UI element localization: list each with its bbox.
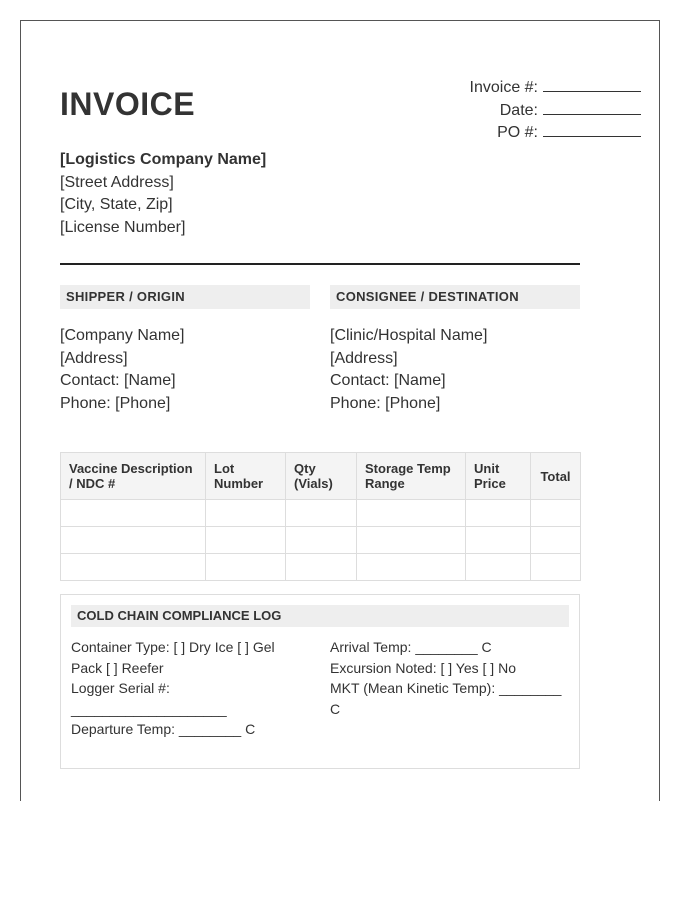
line-items-table bbox=[60, 452, 581, 581]
table-cell[interactable] bbox=[531, 527, 581, 554]
table-cell[interactable] bbox=[286, 527, 357, 554]
shipper-company: [Company Name] bbox=[60, 327, 185, 344]
date-row bbox=[470, 100, 641, 123]
cold-chain-log bbox=[60, 594, 580, 769]
table-cell[interactable] bbox=[357, 527, 466, 554]
date-blank[interactable] bbox=[543, 100, 641, 115]
consignee-clinic: [Clinic/Hospital Name] bbox=[330, 327, 488, 344]
company-info bbox=[60, 149, 266, 239]
table-cell[interactable] bbox=[357, 554, 466, 581]
table-header-row bbox=[61, 453, 581, 500]
col-header-storage: Storage Temp Range bbox=[357, 453, 466, 500]
table-cell[interactable] bbox=[206, 500, 286, 527]
shipper-details bbox=[60, 325, 310, 415]
consignee-phone: Phone: [Phone] bbox=[330, 394, 441, 412]
col-header-total: Total bbox=[531, 453, 581, 500]
table-cell[interactable] bbox=[466, 500, 531, 527]
company-name: [Logistics Company Name] bbox=[60, 151, 267, 168]
po-number-label: PO #: bbox=[497, 124, 538, 141]
consignee-heading: CONSIGNEE / DESTINATION bbox=[330, 285, 580, 309]
table-cell[interactable] bbox=[531, 554, 581, 581]
invoice-number-row bbox=[470, 77, 641, 100]
table-row bbox=[61, 527, 581, 554]
table-row bbox=[61, 554, 581, 581]
invoice-number-blank[interactable] bbox=[543, 77, 641, 92]
table-cell[interactable] bbox=[61, 500, 206, 527]
table-cell[interactable] bbox=[61, 554, 206, 581]
shipper-phone: Phone: [Phone] bbox=[60, 394, 171, 412]
header-divider bbox=[60, 263, 580, 265]
po-number-blank[interactable] bbox=[543, 122, 641, 137]
table-cell[interactable] bbox=[286, 554, 357, 581]
cold-chain-right-column bbox=[330, 637, 575, 719]
table-cell[interactable] bbox=[466, 527, 531, 554]
excursion-field[interactable]: Excursion Noted: [ ] Yes [ ] No bbox=[330, 659, 516, 676]
table-row bbox=[61, 500, 581, 527]
logger-serial-field[interactable]: Logger Serial #: ____________________ bbox=[71, 680, 227, 717]
table-cell[interactable] bbox=[61, 527, 206, 554]
consignee-contact: Contact: [Name] bbox=[330, 372, 446, 389]
table-cell[interactable] bbox=[206, 554, 286, 581]
arrival-temp-field[interactable]: Arrival Temp: ________ C bbox=[330, 639, 492, 655]
consignee-address: [Address] bbox=[330, 349, 398, 367]
consignee-section bbox=[330, 285, 580, 415]
date-label: Date: bbox=[499, 101, 538, 119]
mkt-field[interactable]: MKT (Mean Kinetic Temp): ________ C bbox=[330, 680, 562, 717]
company-city: [City, State, Zip] bbox=[60, 196, 173, 213]
table-cell[interactable] bbox=[466, 554, 531, 581]
shipper-address: [Address] bbox=[60, 349, 128, 367]
table-cell[interactable] bbox=[531, 500, 581, 527]
cold-chain-heading: COLD CHAIN COMPLIANCE LOG bbox=[71, 605, 569, 627]
shipper-heading: SHIPPER / ORIGIN bbox=[60, 285, 310, 309]
col-header-description: Vaccine Description / NDC # bbox=[61, 453, 206, 500]
table-cell[interactable] bbox=[286, 500, 357, 527]
invoice-title: INVOICE bbox=[60, 86, 196, 122]
company-street: [Street Address] bbox=[60, 173, 174, 191]
table-cell[interactable] bbox=[357, 500, 466, 527]
col-header-qty: Qty (Vials) bbox=[286, 453, 357, 500]
departure-temp-field[interactable]: Departure Temp: ________ C bbox=[71, 721, 256, 737]
company-license: [License Number] bbox=[60, 218, 186, 236]
invoice-number-label: Invoice #: bbox=[469, 79, 538, 96]
po-number-row bbox=[470, 122, 641, 145]
invoice-meta bbox=[470, 77, 641, 145]
shipper-section bbox=[60, 285, 310, 415]
table-cell[interactable] bbox=[206, 527, 286, 554]
consignee-details bbox=[330, 325, 580, 415]
cold-chain-left-column bbox=[71, 637, 296, 740]
col-header-lot: Lot Number bbox=[206, 453, 286, 500]
container-type-field[interactable]: Container Type: [ ] Dry Ice [ ] Gel Pack [ ] Reefer bbox=[71, 639, 275, 676]
col-header-unit-price: Unit Price bbox=[466, 453, 531, 500]
shipper-contact: Contact: [Name] bbox=[60, 372, 176, 389]
